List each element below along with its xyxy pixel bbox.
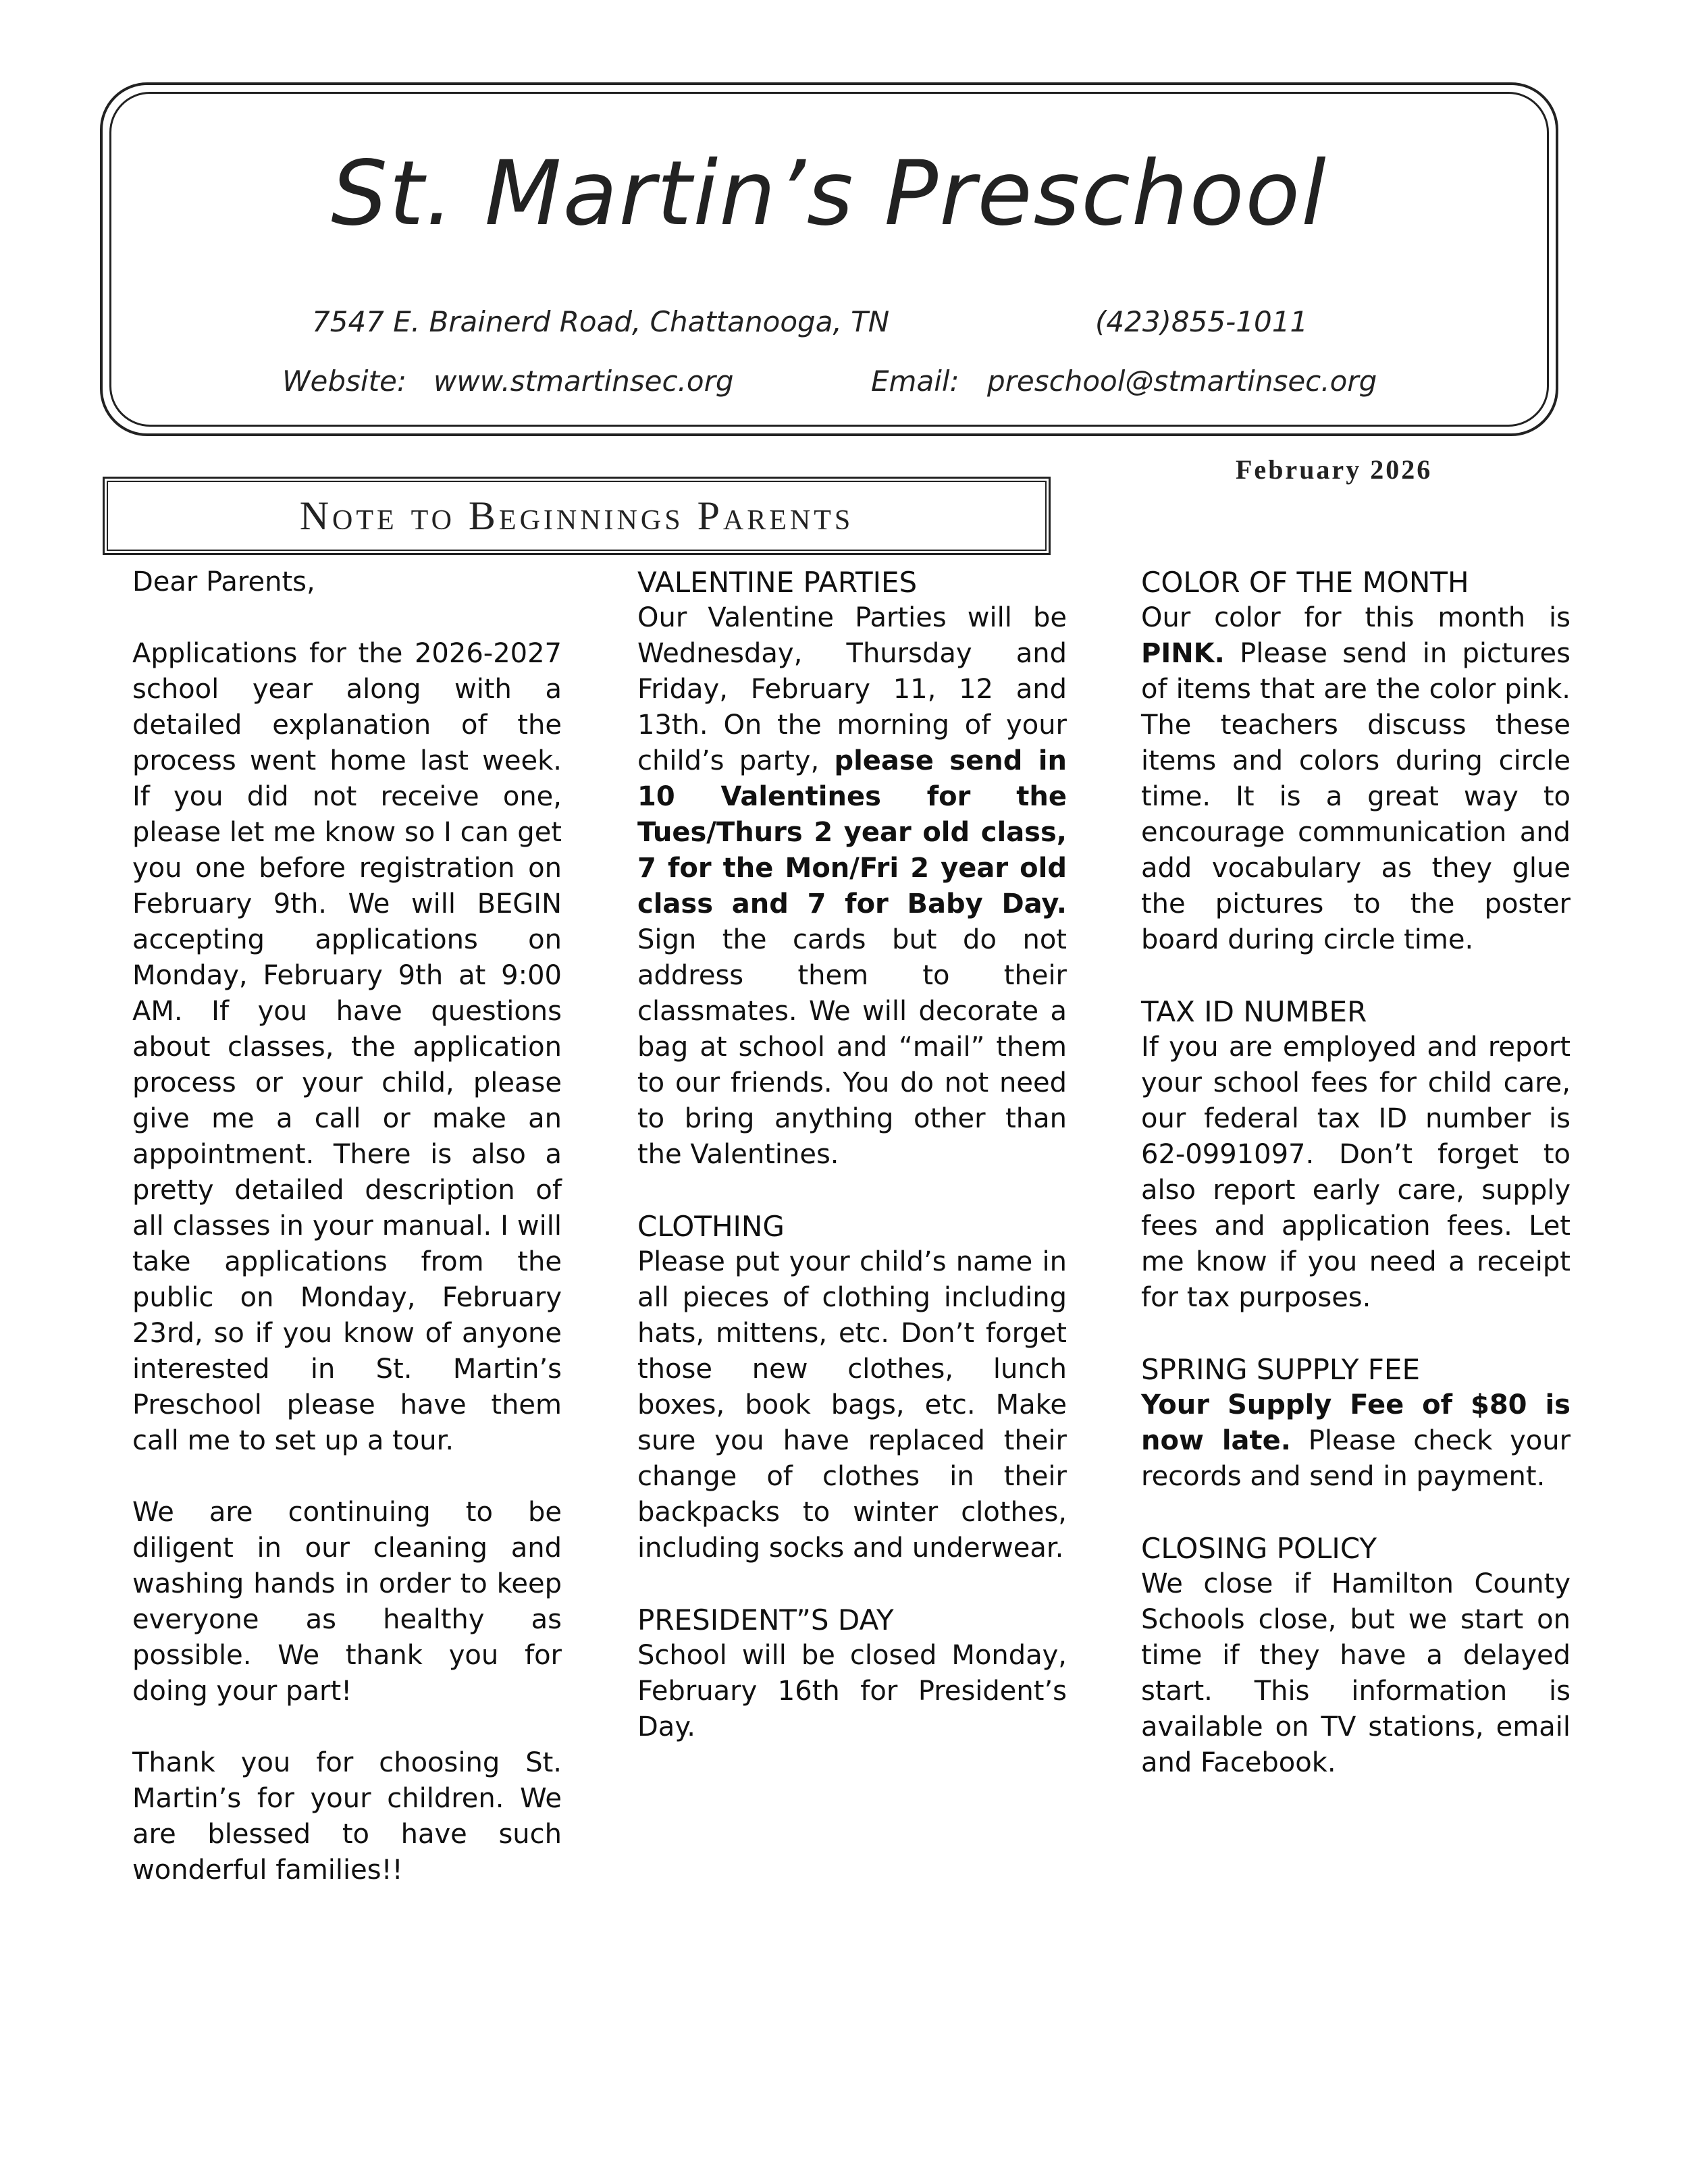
paragraph-applications: Applications for the 2026-2027 school year along with a detailed explanation of the process went home last week. If you did not receive one, please let me know so I can get you one before registration on February 9th. We will BEGIN accepting applications on Monday, February 9th at 9:00 AM. If you have questions about classes, the application process or your child, please give me a call or make an appointment. There is also a pretty detailed description of all classes in your manual. I will take applications from the public on Monday, February 23rd, so if you know of anyone interested in St. Martin’s Preschool please have them call me to set up a tour. [132,638,562,1456]
greeting: Dear Parents, [132,566,315,597]
closing-policy-text: We close if Hamilton County Schools close, but we start on time if they have a delayed start. This information is available on TV stations, email and Facebook. [1141,1568,1571,1778]
presidents-day-heading: PRESIDENT”S DAY [637,1603,894,1636]
presidents-day-text: School will be closed Monday, February 16th for President’s Day. [637,1640,1067,1742]
column-letter [132,564,562,1888]
supply-fee-heading: SPRING SUPPLY FEE [1141,1353,1420,1386]
website-label: Website: [282,365,407,398]
valentine-heading: VALENTINE PARTIES [637,566,918,599]
supply-fee-text: Your Supply Fee of $80 is now late. Please check your records and send in payment. [1141,1389,1571,1492]
tax-id-heading: TAX ID NUMBER [1141,995,1367,1028]
valentine-text: Our Valentine Parties will be Wednesday, Thursday and Friday, February 11, 12 and 13th. On the morning of your child’s party, please send in 10 Valentines for the Tues/Thurs 2 year old class, 7 for the Mon/Fri 2 year old class and 7 for Baby Day. Sign the cards but do not address them to their classmates. We will decorate a bag at school and “mail” them to our friends. You do not need to bring anything other than the Valentines. [637,602,1067,1170]
website-link[interactable]: www.stmartinsec.org [433,365,734,398]
email-label: Email: [871,365,959,398]
column-info [1141,564,1571,1781]
school-name: St. Martin’s Preschool [331,142,1327,246]
paragraph-cleaning: We are continuing to be diligent in our cleaning and washing hands in order to keep everyone as healthy as possible. We thank you for doing your part! [132,1497,562,1707]
phone: (423)855-1011 [1095,305,1309,338]
issue-date: February 2026 [1236,454,1433,485]
column-events [637,564,1067,1745]
clothing-heading: CLOTHING [637,1210,785,1243]
email-link[interactable]: preschool@stmartinsec.org [987,365,1377,398]
address: 7547 E. Brainerd Road, Chattanooga, TN [312,305,890,338]
clothing-text: Please put your child’s name in all pieces of clothing including hats, mittens, etc. Don’t forget those new clothes, lunch boxes, book bags, etc. Make sure you have replaced their change of clothes in their backpacks to winter clothes, including socks and underwear. [637,1246,1067,1564]
color-month-text: Our color for this month is PINK. Please send in pictures of items that are the color pink. The teachers discuss these items and colors during circle time. It is a great way to encourage communication and add vocabulary as they glue the pictures to the poster board during circle time. [1141,602,1571,955]
color-month-heading: COLOR OF THE MONTH [1141,566,1469,599]
banner-title: Note to Beginnings Parents [107,481,1047,551]
closing-policy-heading: CLOSING POLICY [1141,1532,1377,1565]
tax-id-text: If you are employed and report your school fees for child care, our federal tax ID number is 62-0991097. Don’t forget to also report early care, supply fees and application fees. Let me know if you need a receipt for tax purposes. [1141,1032,1571,1313]
paragraph-thanks: Thank you for choosing St. Martin’s for your children. We are blessed to have such wonderful families!! [132,1747,562,1886]
